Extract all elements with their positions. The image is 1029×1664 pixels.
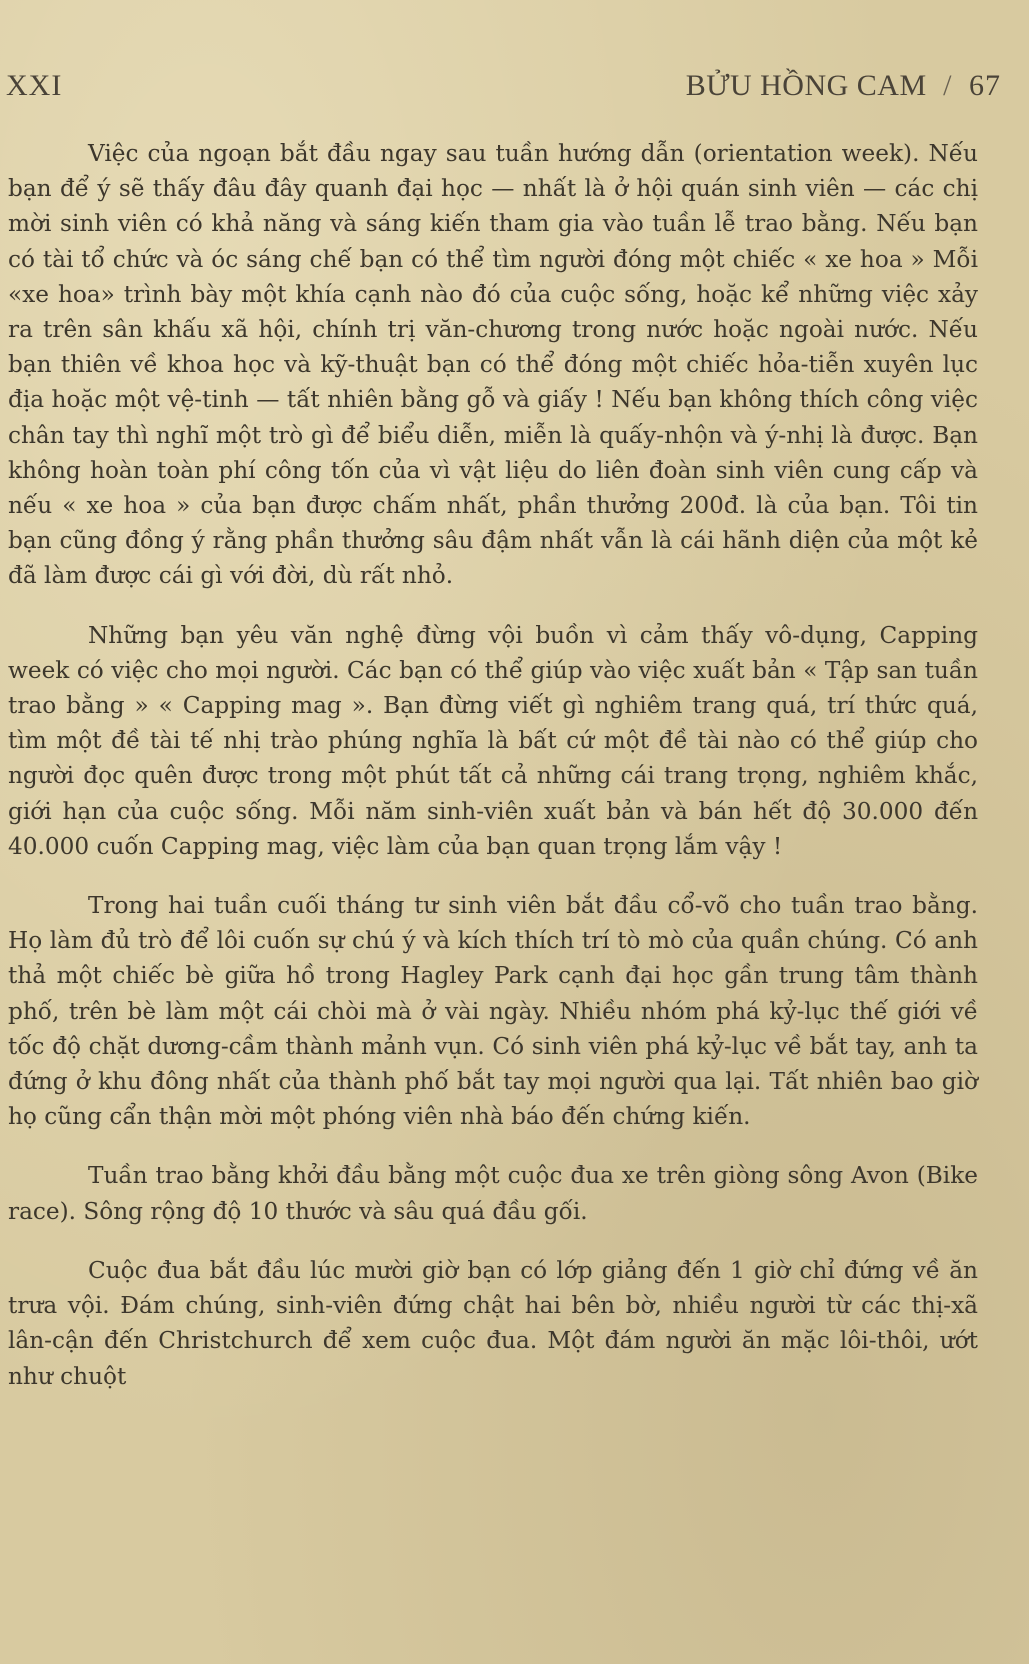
paragraph: Tuần trao bằng khởi đầu bằng một cuộc đua xe trên giòng sông Avon (Bike race). Sông rộng độ 10 thước và sâu quá đầu gối. xyxy=(8,1162,978,1225)
body-text xyxy=(8,136,978,1394)
page-header xyxy=(6,66,1001,106)
paragraph: Trong hai tuần cuối tháng tư sinh viên bắt đầu cổ-võ cho tuần trao bằng. Họ làm đủ trò để lôi cuốn sự chú ý và kích thích trí tò mò của quần chúng. Có anh thả một chiếc bè giữa hồ trong Hagley Park cạnh đại học gần trung tâm thành phố, trên bè làm một cái chòi mà ở vài ngày. Nhiều nhóm phá kỷ-lục thế giới về tốc độ chặt dương-cầm thành mảnh vụn. Có sinh viên phá kỷ-lục về bắt tay, anh ta đứng ở khu đông nhất của thành phố bắt tay mọi người qua lại. Tất nhiên bao giờ họ cũng cẩn thận mời một phóng viên nhà báo đến chứng kiến. xyxy=(8,892,978,1131)
paragraph: Việc của ngoạn bắt đầu ngay sau tuần hướng dẫn (orientation week). Nếu bạn để ý sẽ thấy đâu đây quanh đại học — nhất là ở hội quán sinh viên — các chị mời sinh viên có khả năng và sáng kiến tham gia vào tuần lễ trao bằng. Nếu bạn có tài tổ chức và óc sáng chế bạn có thể tìm người đóng một chiếc « xe hoa » Mỗi «xe hoa» trình bày một khía cạnh nào đó của cuộc sống, hoặc kể những việc xảy ra trên sân khấu xã hội, chính trị văn-chương trong nước hoặc ngoài nước. Nếu bạn thiên về khoa học và kỹ-thuật bạn có thể đóng một chiếc hỏa-tiễn xuyên lục địa hoặc một vệ-tinh — tất nhiên bằng gỗ và giấy ! Nếu bạn không thích công việc chân tay thì nghĩ một trò gì để biểu diễn, miễn là quấy-nhộn và ý-nhị là được. Bạn không hoàn toàn phí công tốn của vì vật liệu do liên đoàn sinh viên cung cấp và nếu « xe hoa » của bạn được chấm nhất, phần thưởng 200đ. là của bạn. Tôi tin bạn cũng đồng ý rằng phần thưởng sâu đậm nhất vẫn là cái hãnh diện của một kẻ đã làm được cái gì với đời, dù rất nhỏ. xyxy=(8,140,978,590)
chapter-number: XXI xyxy=(6,69,63,102)
paragraph: Những bạn yêu văn nghệ đừng vội buồn vì cảm thấy vô-dụng, Capping week có việc cho mọi người. Các bạn có thể giúp vào việc xuất bản « Tập san tuần trao bằng » « Capping mag ». Bạn đừng viết gì nghiêm trang quá, trí thức quá, tìm một đề tài tế nhị trào phúng nghĩa là bất cứ một đề tài nào có thể giúp cho người đọc quên được trong một phút tất cả những cái trang trọng, nghiêm khắc, giới hạn của cuộc sống. Mỗi năm sinh-viên xuất bản và bán hết độ 30.000 đến 40.000 cuốn Capping mag, việc làm của bạn quan trọng lắm vậy ! xyxy=(8,621,978,860)
running-title: BỬU HỒNG CAM xyxy=(685,69,927,102)
running-head xyxy=(686,69,1001,103)
header-separator: / xyxy=(943,69,953,102)
paragraph: Cuộc đua bắt đầu lúc mười giờ bạn có lớp giảng đến 1 giờ chỉ đứng về ăn trưa vội. Đám chúng, sinh-viên đứng chật hai bên bờ, nhiều người từ các thị-xã lân-cận đến Christchurch để xem cuộc đua. Một đám người ăn mặc lôi-thôi, ướt như chuột xyxy=(8,1256,978,1390)
page-number: 67 xyxy=(969,69,1001,102)
